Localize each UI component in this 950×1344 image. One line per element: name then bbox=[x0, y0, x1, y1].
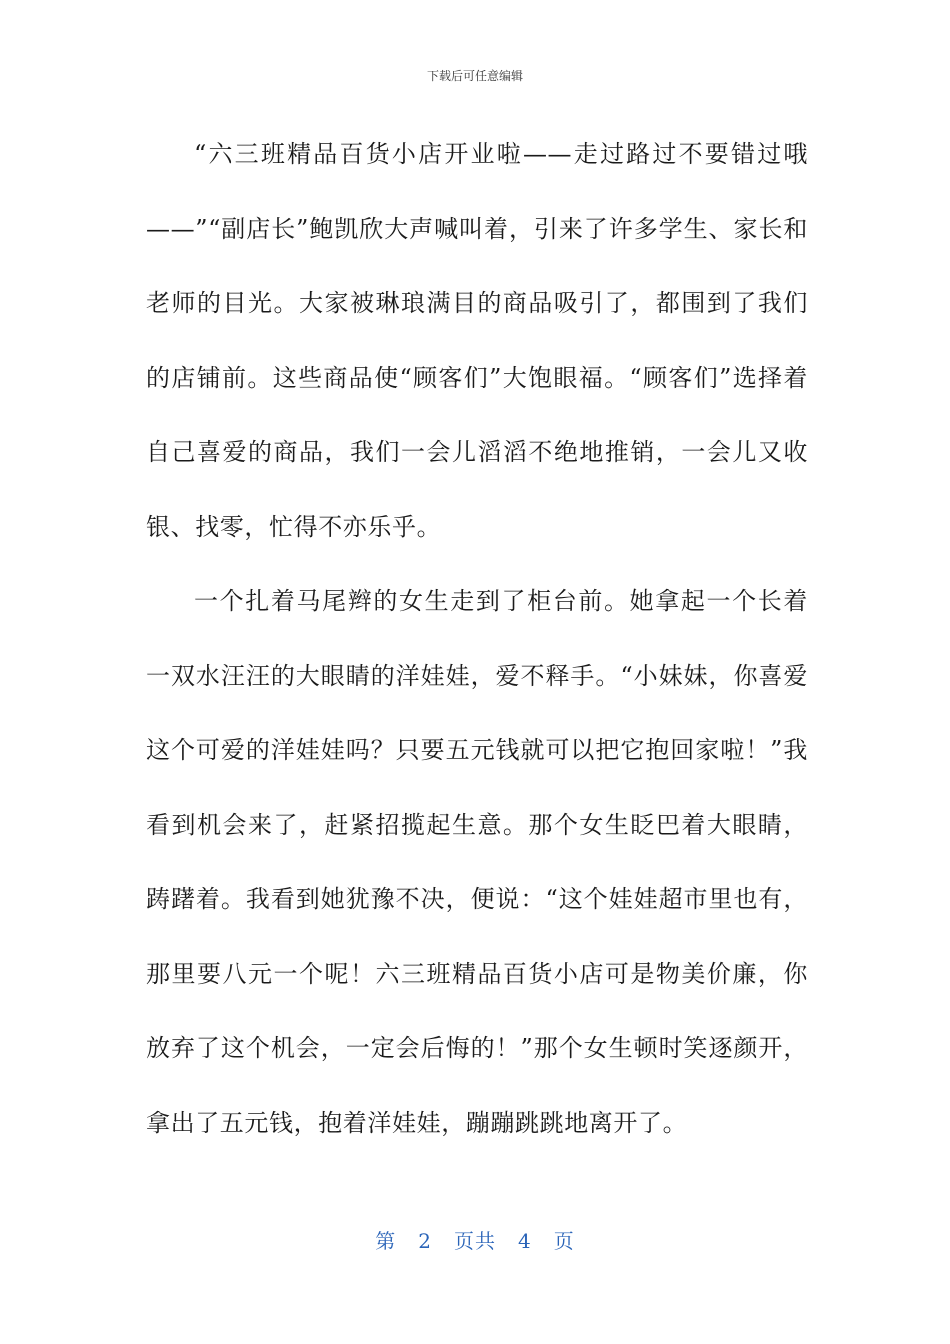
footer-label-page: 第 bbox=[375, 1229, 397, 1253]
footer-label-total: 页共 bbox=[454, 1229, 496, 1253]
document-body bbox=[146, 117, 808, 1160]
page-number-footer bbox=[0, 1225, 950, 1254]
paragraph-1: “六三班精品百货小店开业啦——走过路过不要错过哦——”“副店长”鲍凯欣大声喊叫着，引来了许多学生、家长和老师的目光。大家被琳琅满目的商品吸引了，都围到了我们的店铺前。这些商品使“顾客们”大饱眼福。“顾客们”选择着自己喜爱的商品，我们一会儿滔滔不绝地推销，一会儿又收银、找零，忙得不亦乐乎。 bbox=[146, 140, 808, 541]
header-note: 下载后可任意编辑 bbox=[426, 69, 523, 83]
footer-total-pages: 4 bbox=[518, 1229, 532, 1253]
paragraph-2: 一个扎着马尾辫的女生走到了柜台前。她拿起一个长着一双水汪汪的大眼睛的洋娃娃，爱不释手。“小妹妹，你喜爱这个可爱的洋娃娃吗？只要五元钱就可以把它抱回家啦！”我看到机会来了，赶紧招揽起生意。那个女生眨巴着大眼睛，踌躇着。我看到她犹豫不决，便说：“这个娃娃超市里也有，那里要八元一个呢！六三班精品百货小店可是物美价廉，你放弃了这个机会，一定会后悔的！”那个女生顿时笑逐颜开，拿出了五元钱，抱着洋娃娃，蹦蹦跳跳地离开了。 bbox=[146, 587, 808, 1137]
footer-label-end: 页 bbox=[553, 1229, 575, 1253]
footer-current-page: 2 bbox=[418, 1229, 432, 1253]
